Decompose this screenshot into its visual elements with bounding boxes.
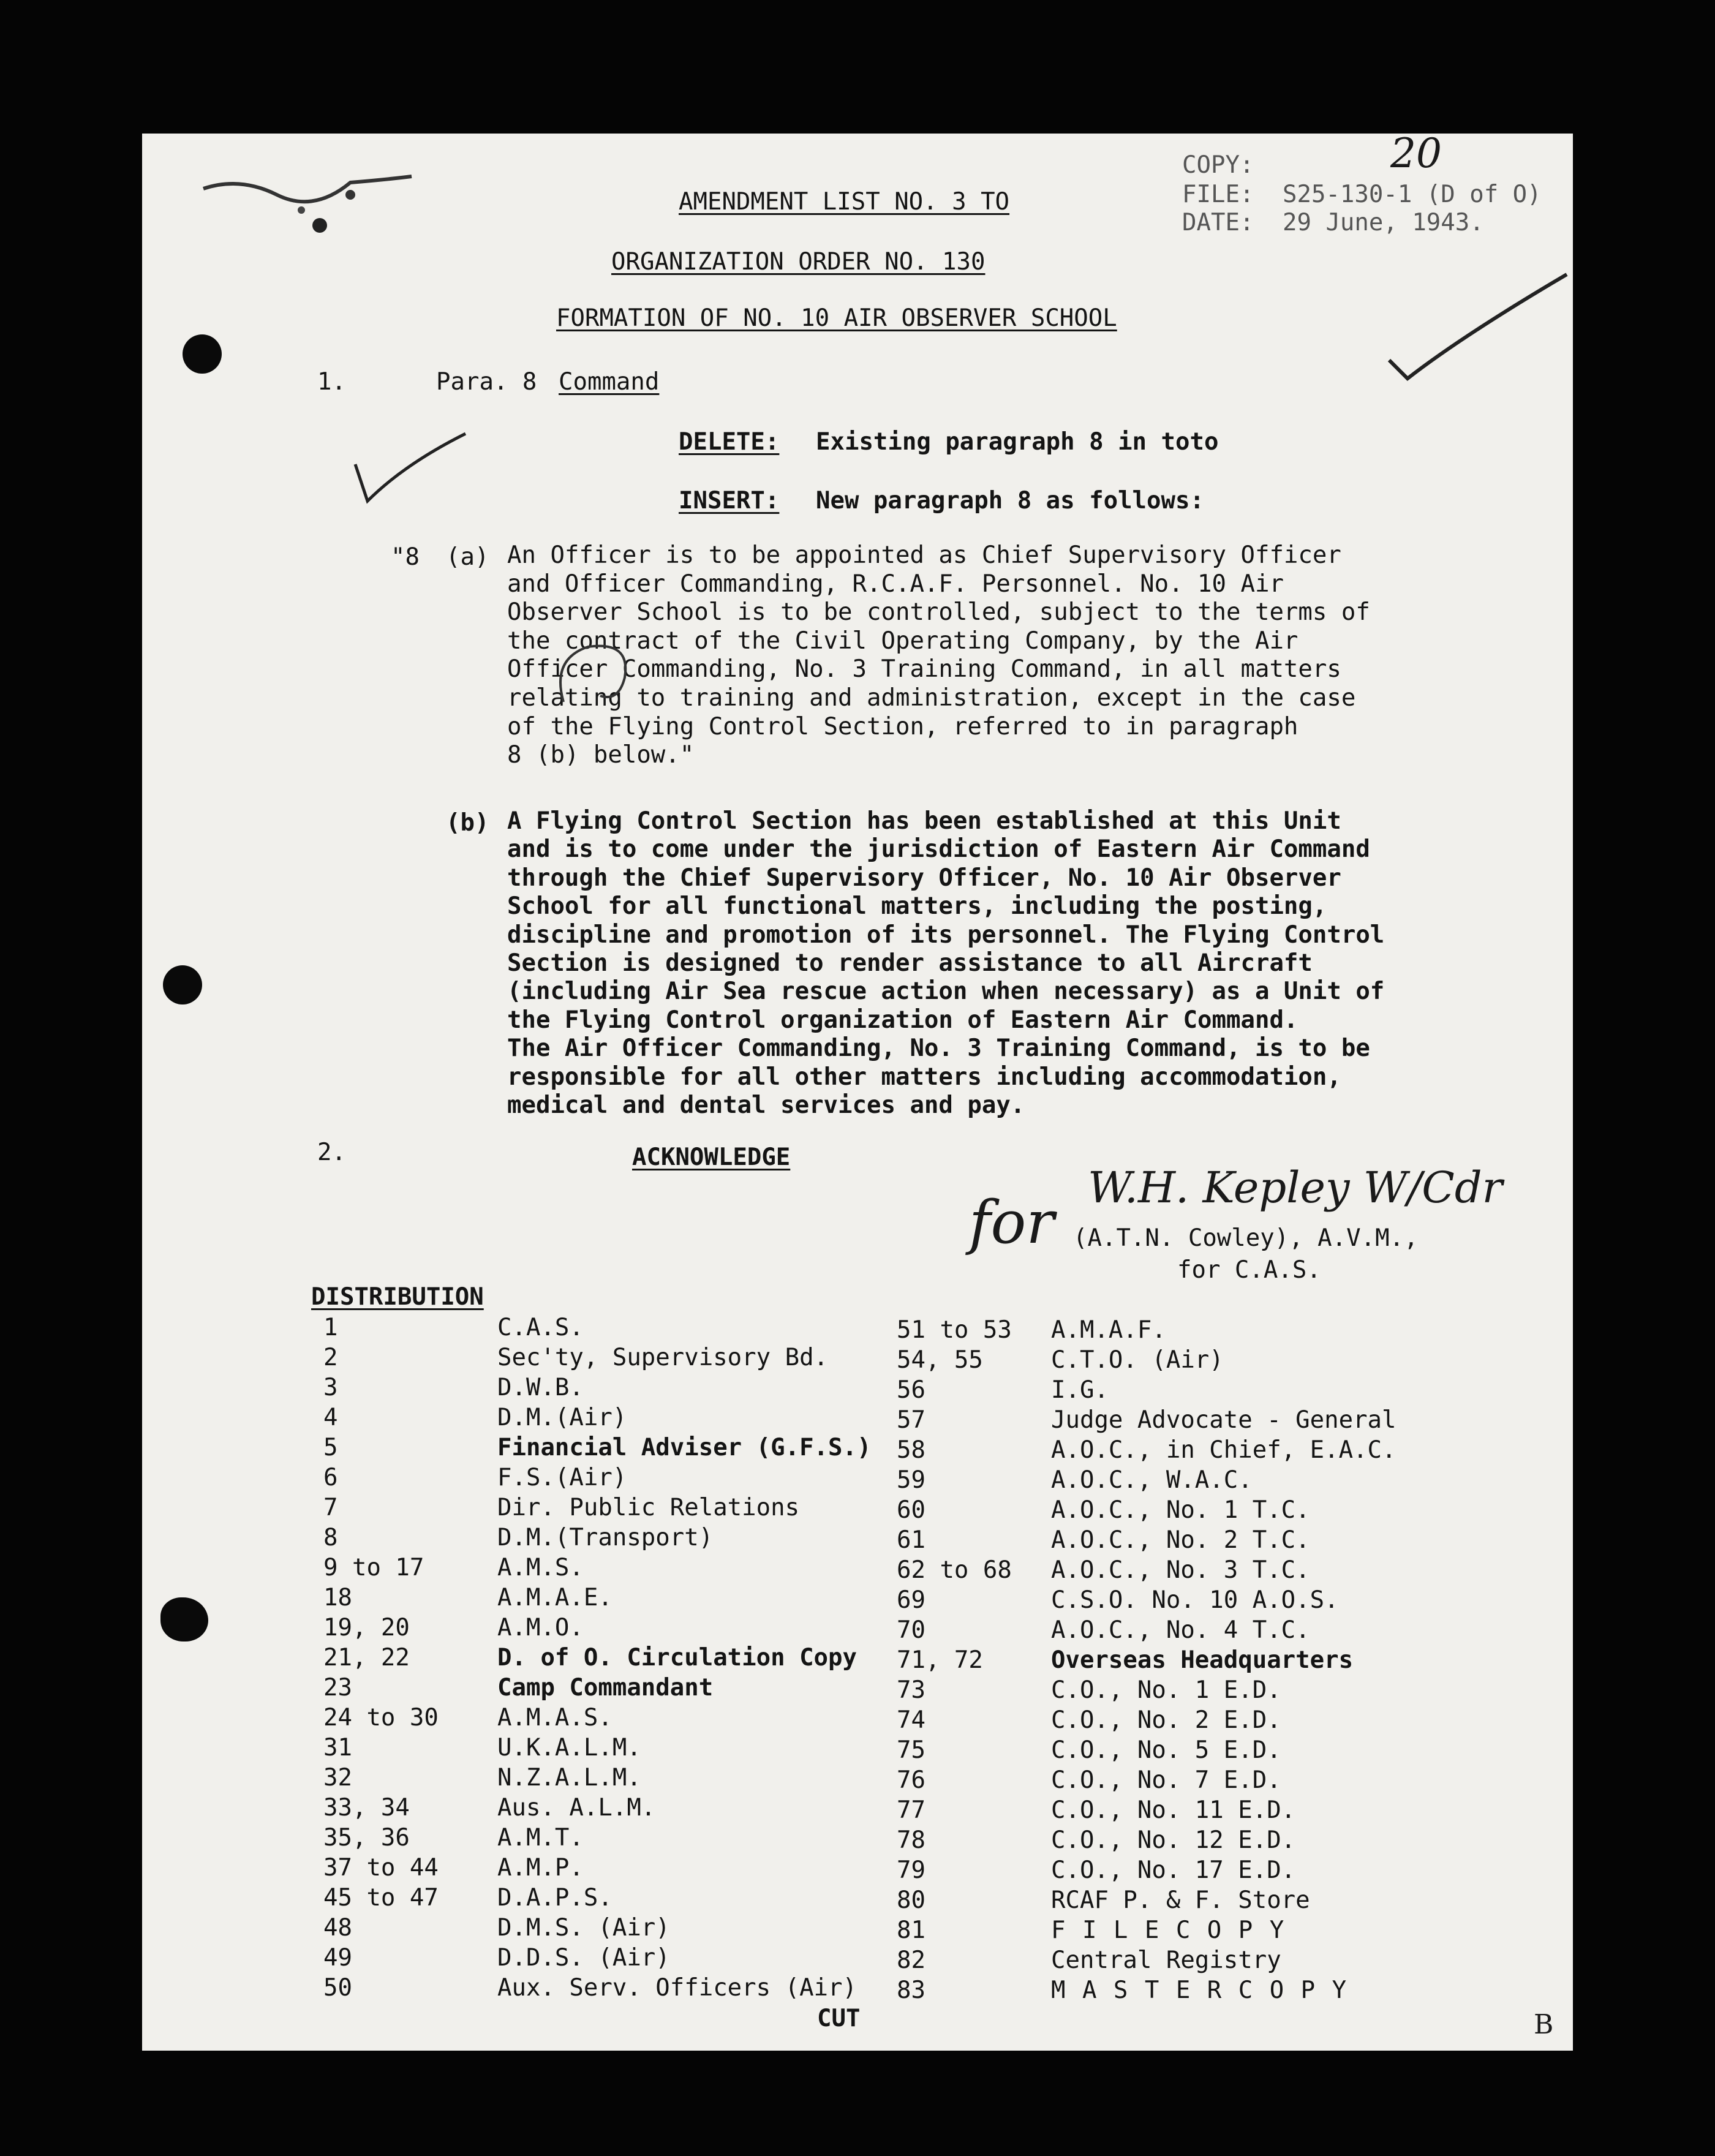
distribution-recipient: C.T.O. (Air) — [1051, 1346, 1224, 1374]
file-value: S25-130-1 (D of O) — [1283, 181, 1542, 208]
para-b-line: the Flying Control organization of Eastern Air Command. — [507, 1006, 1298, 1034]
distribution-recipient: C.O., No. 17 E.D. — [1051, 1856, 1296, 1884]
distribution-number: 5 — [323, 1434, 338, 1461]
delete-text: Existing paragraph 8 in toto — [816, 428, 1219, 456]
distribution-number: 62 to 68 — [897, 1556, 1012, 1584]
distribution-number: 21, 22 — [323, 1644, 410, 1672]
check-mark-left — [349, 415, 472, 513]
para-a-line: relating to training and administration, except in the case — [507, 684, 1356, 712]
signature-for-handwritten: for — [969, 1188, 1055, 1257]
distribution-recipient: A.O.C., W.A.C. — [1051, 1466, 1253, 1494]
ink-smudge-mark — [191, 152, 448, 238]
para-a-label: (a) — [446, 543, 489, 571]
distribution-recipient: A.M.O. — [497, 1614, 584, 1642]
distribution-recipient: A.M.P. — [497, 1854, 584, 1882]
distribution-recipient: M A S T E R C O P Y — [1051, 1977, 1348, 2004]
check-mark-right — [1371, 250, 1573, 391]
para-b-line: discipline and promotion of its personnel. The Flying Control — [507, 921, 1385, 949]
distribution-recipient: Aus. A.L.M. — [497, 1794, 656, 1822]
distribution-recipient: D.W.B. — [497, 1374, 584, 1401]
distribution-number: 18 — [323, 1584, 352, 1611]
para-b-line: through the Chief Supervisory Officer, No. 10 Air Observer — [507, 864, 1341, 892]
distribution-number: 50 — [323, 1974, 352, 2002]
distribution-recipient: D.M.(Transport) — [497, 1524, 714, 1551]
distribution-recipient: Camp Commandant — [497, 1674, 714, 1702]
distribution-number: 31 — [323, 1734, 352, 1762]
punch-hole — [163, 965, 202, 1005]
para-b-line: medical and dental services and pay. — [507, 1091, 1025, 1120]
distribution-number: 82 — [897, 1947, 925, 1974]
copy-number-handwritten: 20 — [1390, 130, 1442, 177]
para-b-line: The Air Officer Commanding, No. 3 Training Command, is to be — [507, 1035, 1370, 1063]
title-organization-order: ORGANIZATION ORDER NO. 130 — [611, 248, 986, 276]
distribution-number: 48 — [323, 1914, 352, 1942]
distribution-number: 2 — [323, 1344, 338, 1371]
section-1-para: Para. 8 — [436, 368, 537, 396]
title-formation: FORMATION OF NO. 10 AIR OBSERVER SCHOOL — [556, 304, 1117, 332]
distribution-recipient: RCAF P. & F. Store — [1051, 1887, 1310, 1914]
signature-typed-name: (A.T.N. Cowley), A.V.M., — [1073, 1224, 1419, 1252]
para-a-line: 8 (b) below." — [507, 741, 695, 769]
distribution-number: 81 — [897, 1917, 925, 1944]
para-b-line: A Flying Control Section has been established at this Unit — [507, 807, 1341, 835]
para-a-line: Observer School is to be controlled, subject to the terms of — [507, 598, 1370, 627]
distribution-number: 49 — [323, 1944, 352, 1972]
date-value: 29 June, 1943. — [1283, 209, 1484, 236]
para-b-line: responsible for all other matters including accommodation, — [507, 1063, 1341, 1091]
distribution-number: 79 — [897, 1856, 925, 1884]
distribution-number: 37 to 44 — [323, 1854, 439, 1882]
distribution-number: 70 — [897, 1616, 925, 1644]
distribution-number: 57 — [897, 1406, 925, 1434]
distribution-recipient: D.D.S. (Air) — [497, 1944, 670, 1972]
distribution-number: 45 to 47 — [323, 1884, 439, 1912]
delete-label: DELETE: — [679, 428, 780, 456]
signature-typed-for: for C.A.S. — [1177, 1256, 1321, 1284]
distribution-number: 76 — [897, 1766, 925, 1794]
para-a-line: of the Flying Control Section, referred to in paragraph — [507, 712, 1298, 741]
distribution-number: 56 — [897, 1376, 925, 1404]
punch-hole — [183, 334, 222, 374]
distribution-recipient: Aux. Serv. Officers (Air) — [497, 1974, 857, 2002]
distribution-number: 6 — [323, 1464, 338, 1491]
distribution-number: 24 to 30 — [323, 1704, 439, 1732]
para-8-marker: "8 — [391, 543, 420, 571]
distribution-number: 60 — [897, 1496, 925, 1524]
distribution-number: 32 — [323, 1764, 352, 1792]
section-1-number: 1. — [317, 368, 346, 396]
distribution-heading: DISTRIBUTION — [311, 1283, 484, 1311]
insert-text: New paragraph 8 as follows: — [816, 487, 1204, 514]
distribution-recipient: D. of O. Circulation Copy — [497, 1644, 857, 1672]
distribution-number: 75 — [897, 1736, 925, 1764]
distribution-recipient: Sec'ty, Supervisory Bd. — [497, 1344, 829, 1371]
para-a-line: the contract of the Civil Operating Company, by the Air — [507, 627, 1298, 655]
distribution-number: 61 — [897, 1526, 925, 1554]
distribution-number: 35, 36 — [323, 1824, 410, 1852]
distribution-recipient: A.O.C., in Chief, E.A.C. — [1051, 1436, 1396, 1464]
distribution-recipient: A.O.C., No. 4 T.C. — [1051, 1616, 1310, 1644]
title-amendment: AMENDMENT LIST NO. 3 TO — [679, 188, 1010, 216]
distribution-recipient: A.M.S. — [497, 1554, 584, 1581]
para-b-line: Section is designed to render assistance to all Aircraft — [507, 949, 1313, 978]
distribution-recipient: A.M.A.S. — [497, 1704, 612, 1732]
distribution-recipient: I.G. — [1051, 1376, 1109, 1404]
distribution-number: 78 — [897, 1826, 925, 1854]
punch-hole — [160, 1597, 208, 1642]
file-label: FILE: — [1182, 181, 1254, 208]
distribution-number: 59 — [897, 1466, 925, 1494]
distribution-number: 3 — [323, 1374, 338, 1401]
distribution-recipient: F I L E C O P Y — [1051, 1917, 1286, 1944]
distribution-number: 23 — [323, 1674, 352, 1702]
distribution-number: 58 — [897, 1436, 925, 1464]
para-b-label: (b) — [446, 809, 489, 837]
para-b-line: (including Air Sea rescue action when necessary) as a Unit of — [507, 978, 1385, 1006]
distribution-recipient: C.S.O. No. 10 A.O.S. — [1051, 1586, 1339, 1614]
distribution-number: 77 — [897, 1796, 925, 1824]
distribution-number: 54, 55 — [897, 1346, 983, 1374]
para-b-line: and is to come under the jurisdiction of Eastern Air Command — [507, 835, 1370, 864]
acknowledge-heading: ACKNOWLEDGE — [632, 1144, 791, 1171]
distribution-number: 83 — [897, 1977, 925, 2004]
distribution-recipient: Central Registry — [1051, 1947, 1281, 1974]
distribution-recipient: A.O.C., No. 3 T.C. — [1051, 1556, 1310, 1584]
distribution-recipient: A.M.A.F. — [1051, 1316, 1166, 1344]
cut-mark: CUT — [817, 2005, 861, 2032]
distribution-number: 7 — [323, 1494, 338, 1521]
distribution-recipient: Overseas Headquarters — [1051, 1646, 1354, 1674]
document-page — [142, 130, 1573, 2051]
distribution-number: 73 — [897, 1676, 925, 1704]
distribution-recipient: N.Z.A.L.M. — [497, 1764, 641, 1792]
distribution-recipient: U.K.A.L.M. — [497, 1734, 641, 1762]
section-1-subject: Command — [559, 368, 660, 396]
distribution-recipient: A.M.A.E. — [497, 1584, 612, 1611]
distribution-recipient: D.M.(Air) — [497, 1404, 627, 1431]
copy-label: COPY: — [1182, 151, 1254, 179]
corner-mark: B — [1534, 2009, 1554, 2040]
signature-handwritten: W.H. Kepley W/Cdr — [1088, 1163, 1503, 1213]
para-b-text — [507, 807, 1384, 1120]
distribution-recipient: Financial Adviser (G.F.S.) — [497, 1434, 872, 1461]
distribution-recipient: F.S.(Air) — [497, 1464, 627, 1491]
distribution-number: 80 — [897, 1887, 925, 1914]
distribution-number: 8 — [323, 1524, 338, 1551]
para-a-line: and Officer Commanding, R.C.A.F. Personnel. No. 10 Air — [507, 570, 1284, 598]
distribution-recipient: C.O., No. 11 E.D. — [1051, 1796, 1296, 1824]
distribution-number: 33, 34 — [323, 1794, 410, 1822]
distribution-recipient: A.O.C., No. 2 T.C. — [1051, 1526, 1310, 1554]
distribution-recipient: Dir. Public Relations — [497, 1494, 800, 1521]
distribution-recipient: A.O.C., No. 1 T.C. — [1051, 1496, 1310, 1524]
pencil-loop-mark — [545, 635, 643, 714]
distribution-number: 4 — [323, 1404, 338, 1431]
distribution-recipient: C.O., No. 5 E.D. — [1051, 1736, 1281, 1764]
distribution-recipient: C.O., No. 1 E.D. — [1051, 1676, 1281, 1704]
distribution-recipient: A.M.T. — [497, 1824, 584, 1852]
distribution-recipient: D.M.S. (Air) — [497, 1914, 670, 1942]
distribution-number: 69 — [897, 1586, 925, 1614]
distribution-number: 1 — [323, 1314, 338, 1341]
date-label: DATE: — [1182, 209, 1254, 236]
distribution-number: 19, 20 — [323, 1614, 410, 1642]
para-a-line: An Officer is to be appointed as Chief Supervisory Officer — [507, 541, 1341, 569]
distribution-recipient: C.O., No. 2 E.D. — [1051, 1706, 1281, 1734]
distribution-number: 51 to 53 — [897, 1316, 1012, 1344]
distribution-recipient: D.A.P.S. — [497, 1884, 612, 1912]
distribution-number: 9 to 17 — [323, 1554, 424, 1581]
distribution-recipient: C.O., No. 12 E.D. — [1051, 1826, 1296, 1854]
distribution-recipient: C.A.S. — [497, 1314, 584, 1341]
section-2-number: 2. — [317, 1139, 346, 1166]
para-a-line: Officer Commanding, No. 3 Training Command, in all matters — [507, 655, 1341, 684]
distribution-number: 71, 72 — [897, 1646, 983, 1674]
para-b-line: School for all functional matters, including the posting, — [507, 892, 1327, 921]
distribution-recipient: C.O., No. 7 E.D. — [1051, 1766, 1281, 1794]
insert-label: INSERT: — [679, 487, 780, 514]
distribution-number: 74 — [897, 1706, 925, 1734]
distribution-recipient: Judge Advocate - General — [1051, 1406, 1396, 1434]
